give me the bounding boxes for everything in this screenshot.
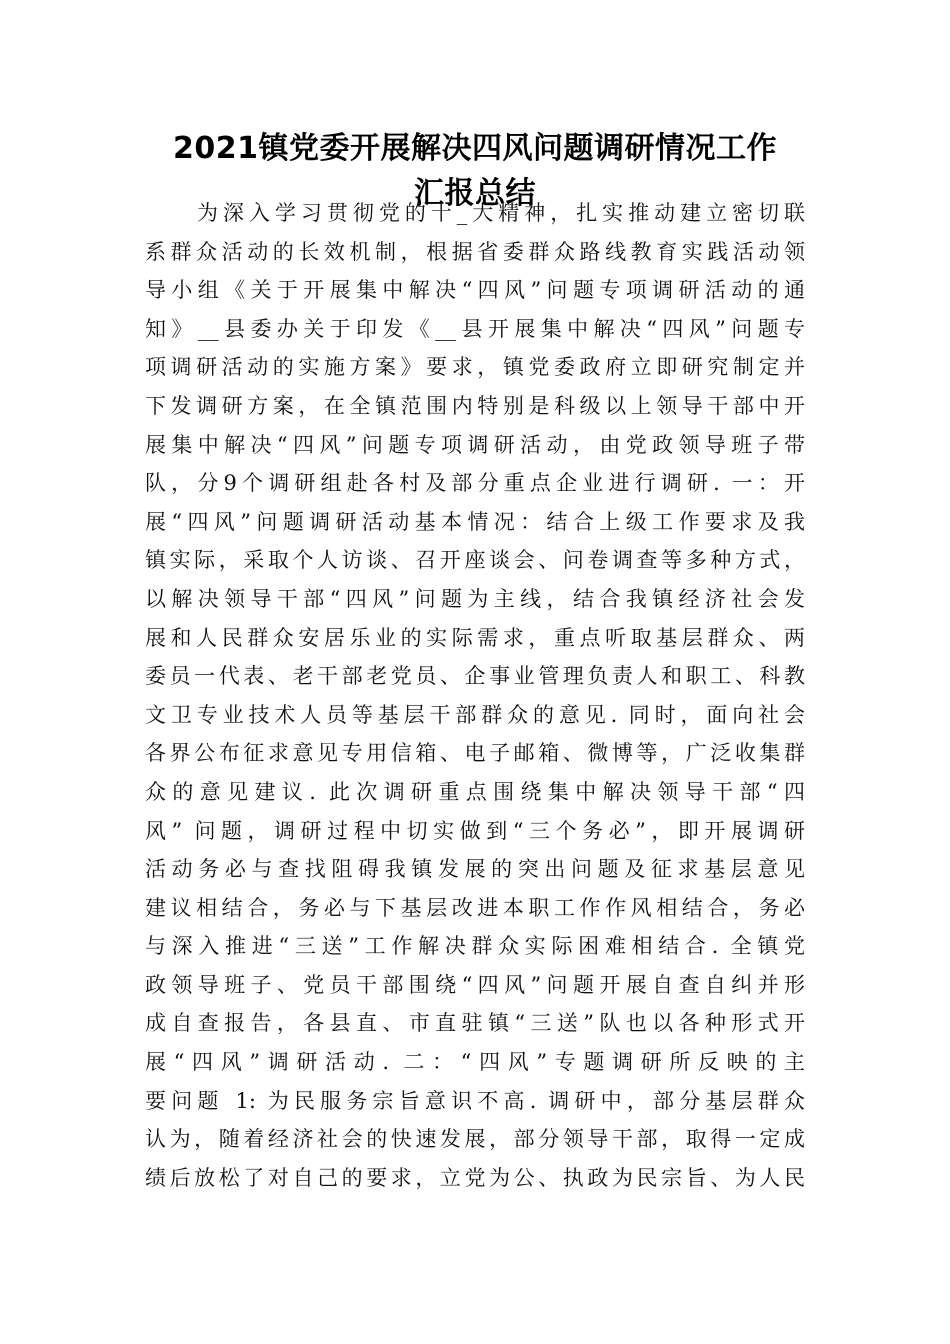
- document-title-line-1: 2021镇党委开展解决四风问题调研情况工作: [173, 131, 777, 166]
- body-line: 风” 问题，调研过程中切实做到“三个务必”，即开展调研: [145, 818, 805, 843]
- body-line: 展和人民群众安居乐业的实际需求，重点听取基层群众、两: [145, 625, 805, 650]
- body-line: 活动务必与查找阻碍我镇发展的突出问题及征求基层意见: [145, 857, 805, 882]
- body-line: 以解决领导干部“四风”问题为主线，结合我镇经济社会发: [145, 586, 805, 611]
- body-line: 认为，随着经济社会的快速发展，部分领导干部，取得一定成: [145, 1127, 805, 1152]
- body-line: 绩后放松了对自己的要求，立党为公、执政为民宗旨、为人民: [145, 1165, 805, 1190]
- body-line: 系群众活动的长效机制，根据省委群众路线教育实践活动领: [145, 239, 805, 264]
- body-line: 要问题 1: 为民服务宗旨意识不高. 调研中，部分基层群众: [145, 1088, 805, 1113]
- body-line: 队，分9个调研组赴各村及部分重点企业进行调研. 一：开: [145, 471, 805, 496]
- body-line: 下发调研方案，在全镇范围内特别是科级以上领导干部中开: [145, 393, 805, 418]
- body-line: 为深入学习贯彻党的十_大精神，扎实推动建立密切联: [197, 201, 805, 225]
- body-line: 文卫专业技术人员等基层干部群众的意见. 同时，面向社会: [145, 702, 805, 727]
- body-line: 委员一代表、老干部老党员、企事业管理负责人和职工、科教: [145, 664, 805, 689]
- body-line: 知》__县委办关于印发《__县开展集中解决“四风”问题专: [145, 316, 805, 341]
- body-line: 导小组《关于开展集中解决“四风”问题专项调研活动的通: [145, 278, 805, 303]
- body-line: 建议相结合，务必与下基层改进本职工作作风相结合，务必: [145, 895, 805, 920]
- body-line: 展集中解决“四风”问题专项调研活动，由党政领导班子带: [145, 432, 805, 457]
- body-line: 展“四风”调研活动. 二：“四风”专题调研所反映的主: [145, 1050, 805, 1075]
- body-line: 镇实际，采取个人访谈、召开座谈会、问卷调查等多种方式，: [145, 548, 805, 573]
- document-body: [145, 194, 805, 1197]
- body-line: 与深入推进“三送”工作解决群众实际困难相结合. 全镇党: [145, 934, 805, 959]
- document-title-line-2: 汇报总结: [414, 176, 536, 211]
- body-line: 项调研活动的实施方案》要求，镇党委政府立即研究制定并: [145, 355, 805, 380]
- body-line: 众的意见建议. 此次调研重点围绕集中解决领导干部“四: [145, 779, 805, 804]
- body-line: 展“四风”问题调研活动基本情况：结合上级工作要求及我: [145, 509, 805, 534]
- body-line: 各界公布征求意见专用信箱、电子邮箱、微博等，广泛收集群: [145, 741, 805, 766]
- body-line: 成自查报告，各县直、市直驻镇“三送”队也以各种形式开: [145, 1011, 805, 1036]
- body-line: 政领导班子、党员干部围绕“四风”问题开展自查自纠并形: [145, 972, 805, 997]
